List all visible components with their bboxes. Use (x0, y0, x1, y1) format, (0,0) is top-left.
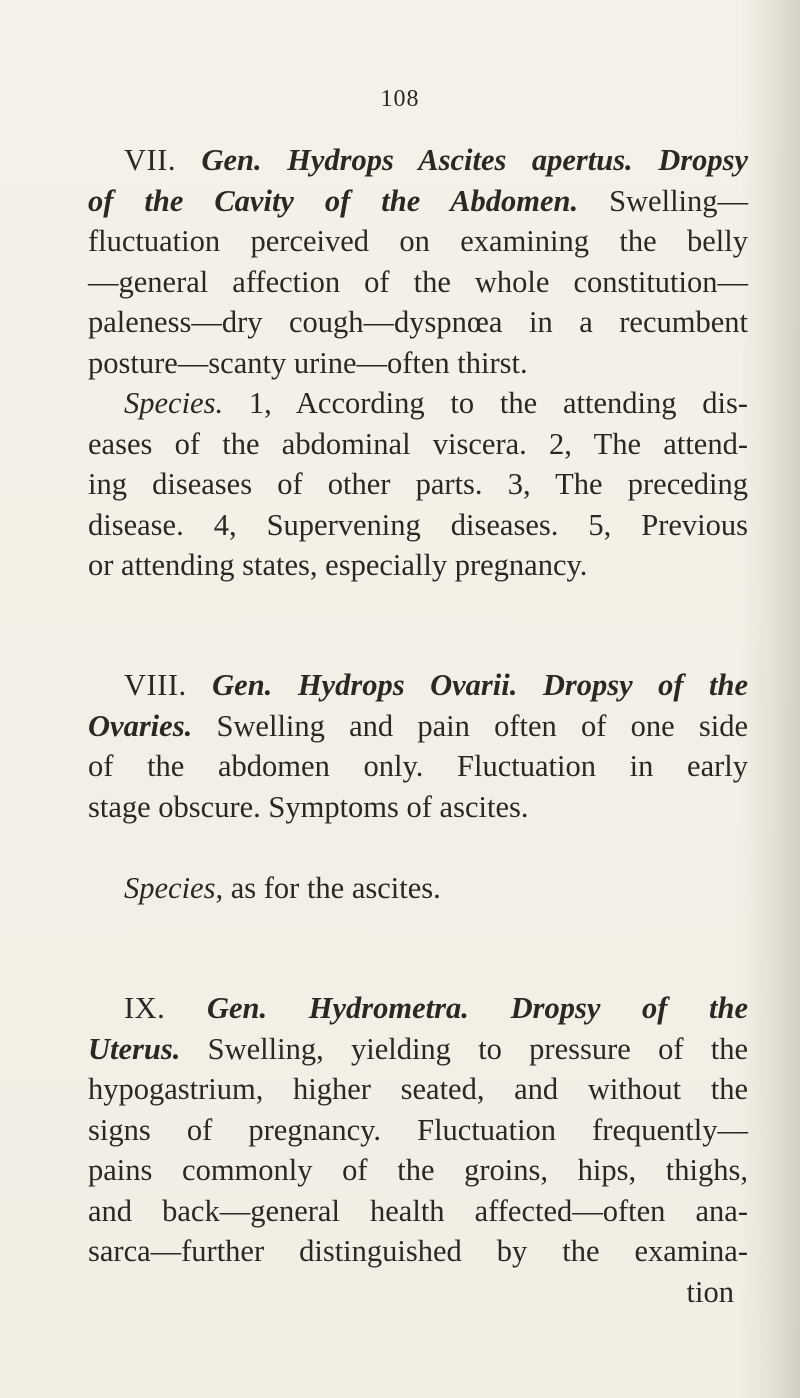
genus-label: Gen. (206, 991, 268, 1025)
text-line: pains commonly of the groins, hips, thighs, (88, 1153, 748, 1187)
text-line: signs of pregnancy. Fluctuation frequently— (88, 1112, 748, 1147)
text-run: Swelling— (609, 183, 749, 218)
section-viii-heading (88, 665, 748, 706)
text-line: stage obscure. Symptoms of ascites. (88, 789, 529, 824)
text-line: or attending states, especially pregnancy. (88, 548, 588, 582)
text-run: Swelling and pain often of one side (216, 708, 749, 743)
text-line: sarca—further distinguished by the examina- (88, 1234, 748, 1268)
english-name: Dropsy (658, 143, 748, 177)
text-line (88, 1029, 748, 1070)
text-line: paleness—dry cough—dyspnœa in a recumbent (88, 305, 748, 339)
genus-numeral: IX. (124, 991, 166, 1025)
text-line: of the abdomen only. Fluctuation in early (88, 749, 748, 783)
text-run: 1, According to the attending dis- (248, 386, 749, 420)
species-heading (88, 868, 748, 909)
page-number: 108 (380, 86, 420, 112)
text-line (88, 181, 748, 222)
species-heading (88, 383, 748, 424)
section-ix-heading (88, 988, 748, 1029)
english-name-continued: Ovaries. (88, 708, 193, 743)
english-name: Dropsy of the (510, 991, 749, 1025)
latin-name: Hydrops Ascites apertus. (287, 143, 633, 177)
species-label: Species. (124, 386, 224, 420)
text-line: eases of the abdominal viscera. 2, The attend- (88, 426, 748, 461)
text-line: hypogastrium, higher seated, and without the (88, 1072, 748, 1106)
catchword: tion (686, 1274, 734, 1309)
text-line: and back—general health affected—often ana- (88, 1193, 748, 1228)
text-line (88, 706, 748, 747)
section-viii (88, 665, 748, 827)
latin-name: Hydrops Ovarii. (297, 668, 518, 702)
english-name: Dropsy of the (542, 668, 749, 702)
species-label: Species, (124, 871, 224, 905)
text-line: ing diseases of other parts. 3, The preceding (88, 467, 748, 501)
text-line: disease. 4, Supervening diseases. 5, Previous (88, 507, 748, 542)
genus-label: Gen. (201, 143, 262, 177)
genus-numeral: VIII. (124, 668, 187, 702)
english-name-continued: of the Cavity of the Abdomen. (88, 183, 579, 218)
section-vii (88, 140, 748, 383)
species-paragraph-1 (88, 383, 748, 586)
text-line: fluctuation perceived on examining the belly (88, 224, 748, 258)
text-line: —general affection of the whole constitution— (88, 264, 748, 299)
text-line: posture—scanty urine—often thirst. (88, 345, 528, 380)
section-ix (88, 988, 748, 1312)
genus-label: Gen. (212, 668, 273, 702)
english-name-continued: Uterus. (88, 1031, 181, 1066)
section-vii-heading (88, 140, 748, 181)
text-run: Swelling, yielding to pressure of the (207, 1031, 748, 1066)
text-run: as for the ascites. (230, 871, 441, 905)
genus-numeral: VII. (124, 143, 176, 177)
species-paragraph-2 (88, 868, 748, 909)
latin-name: Hydrometra. (308, 991, 469, 1025)
